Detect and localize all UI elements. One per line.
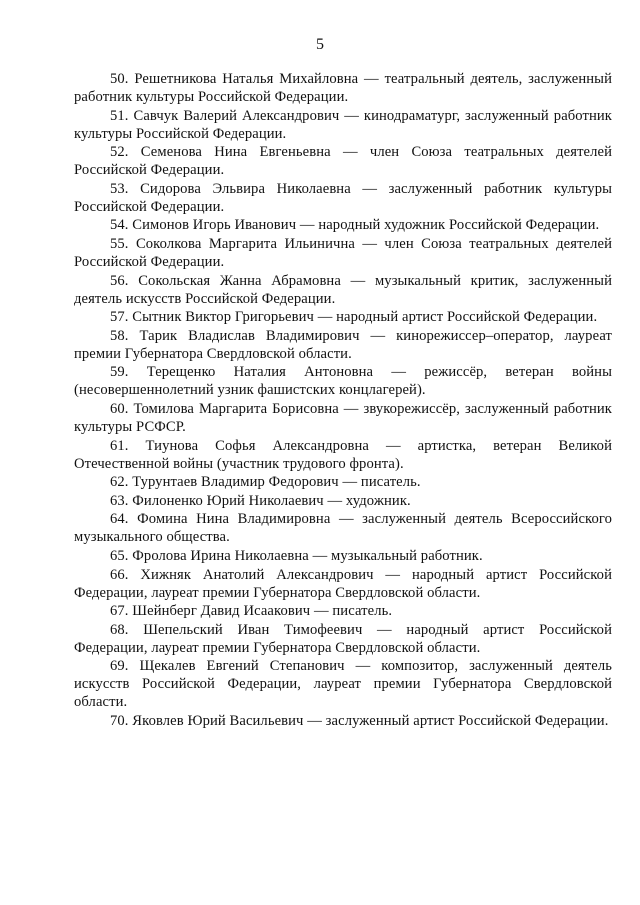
list-item: 62. Турунтаев Владимир Федорович — писатель. xyxy=(110,474,421,491)
list-item: 70. Яковлев Юрий Васильевич — заслуженный артист Российской Федерации. xyxy=(110,712,609,729)
page-number: 5 xyxy=(316,36,324,53)
list-item: 65. Фролова Ирина Николаевна — музыкальный работник. xyxy=(110,547,483,564)
list-item: 53. Сидорова Эльвира Николаевна — заслуженный работник культуры Российской Федерации. xyxy=(74,180,612,215)
list-item: 57. Сытник Виктор Григорьевич — народный артист Российской Федерации. xyxy=(110,309,598,326)
list-item: 61. Тиунова Софья Александровна — артистка, ветеран Великой Отечественной войны (участник трудового фронта). xyxy=(74,437,612,472)
list-item: 64. Фомина Нина Владимировна — заслуженный деятель Всероссийского музыкального общества. xyxy=(74,511,612,546)
list-item: 58. Тарик Владислав Владимирович — кинорежиссер–оператор, лауреат премии Губернатора Свердловской области. xyxy=(74,327,612,362)
list-item: 55. Соколкова Маргарита Ильинична — член Союза театральных деятелей Российской Федерации. xyxy=(74,235,612,270)
list-item: 68. Шепельский Иван Тимофеевич — народный артист Российской Федерации, лауреат премии Губернатора Свердловской области. xyxy=(74,621,612,656)
list-item: 63. Филоненко Юрий Николаевич — художник. xyxy=(110,492,411,509)
list-item: 59. Терещенко Наталия Антоновна — режиссёр, ветеран войны (несовершеннолетний узник фашистских концлагерей). xyxy=(74,364,612,399)
list-item: 51. Савчук Валерий Александрович — кинодраматург, заслуженный работник культуры Российской Федерации. xyxy=(74,107,612,142)
list-item: 50. Решетникова Наталья Михайловна — театральный деятель, заслуженный работник культуры Российской Федерации. xyxy=(74,71,612,105)
list-item: 66. Хижняк Анатолий Александрович — народный артист Российской Федерации, лауреат премии Губернатора Свердловской области. xyxy=(74,566,612,601)
list-item: 54. Симонов Игорь Иванович — народный художник Российской Федерации. xyxy=(110,217,600,234)
document-body xyxy=(74,70,612,730)
list-item: 60. Томилова Маргарита Борисовна — звукорежиссёр, заслуженный работник культуры РСФСР. xyxy=(74,400,612,435)
list-item: 56. Сокольская Жанна Абрамовна — музыкальный критик, заслуженный деятель искусств Российской Федерации. xyxy=(74,272,612,307)
list-item: 67. Шейнберг Давид Исаакович — писатель. xyxy=(110,603,393,620)
list-item: 52. Семенова Нина Евгеньевна — член Союза театральных деятелей Российской Федерации. xyxy=(74,144,612,179)
list-item: 69. Щекалев Евгений Степанович — композитор, заслуженный деятель искусств Российской Федерации, лауреат премии Губернатора Свердловской области. xyxy=(74,658,612,711)
